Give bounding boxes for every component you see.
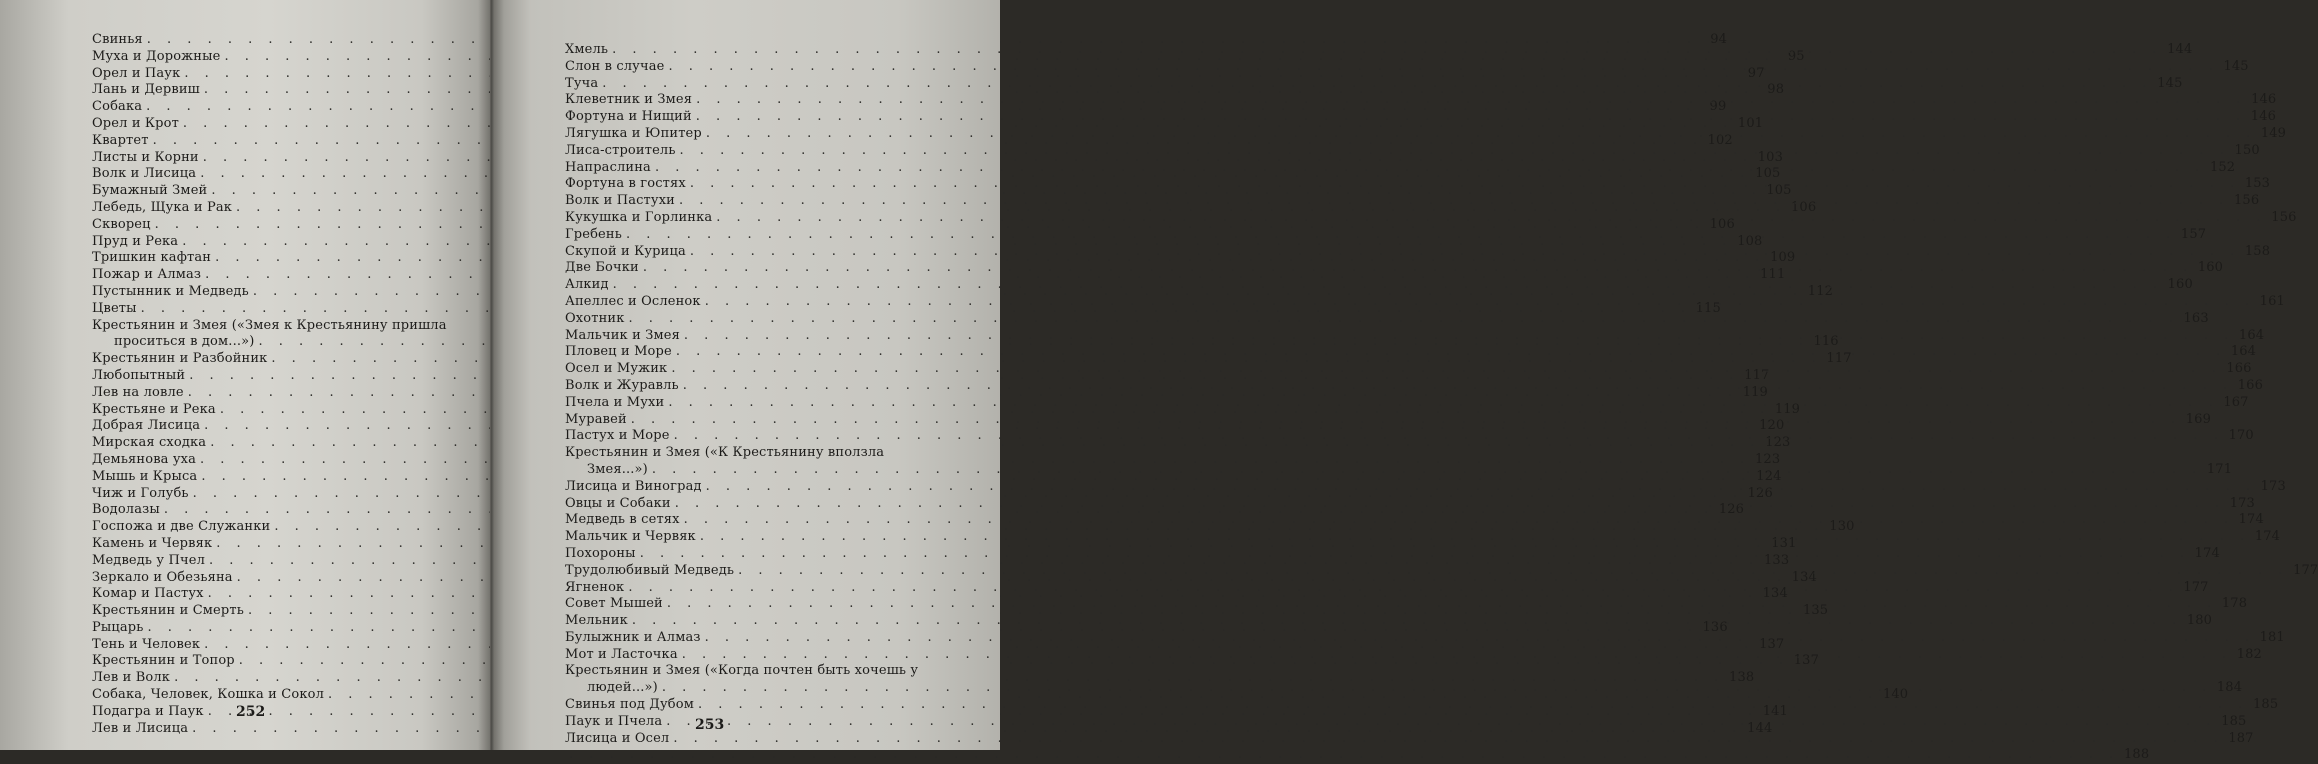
entry-title: Орел и Крот [92,115,179,131]
entry-page-number: 167 [2223,394,2249,410]
entry-page-number: 131 [1771,535,1797,551]
dot-leader [679,193,2229,210]
entry-title: Скворец [92,216,151,232]
dot-leader [680,143,2230,160]
dot-leader [569,747,2119,764]
entry-title: Туча [565,75,599,91]
entry-title: Крестьяне и Река [92,401,216,417]
entry-page-number: 145 [2157,75,2183,91]
entry-page-number: 135 [1802,603,1829,619]
entry-page-number: 116 [1813,334,1839,350]
entry-title: Бумажный Змей [92,183,208,199]
entry-page-number: 160 [2167,277,2193,293]
entry-page-number: 169 [2185,411,2212,427]
entry-title-continuation: Змея...») [587,461,648,477]
dot-leader [675,496,2225,513]
entry-title: Крестьянин и Змея («Змея к Крестьянину пришла [92,317,447,333]
entry-title: Лягушка и Юпитер [565,125,702,141]
book-gutter [478,0,504,750]
entry-title: Госпожа и две Служанки [92,519,271,535]
entry-title: Трудолюбивый Медведь [565,562,735,578]
entry-title: Свинья под Дубом [565,697,695,713]
dot-leader [676,344,2226,361]
entry-page-number: 138 [1729,670,1755,686]
dot-leader [626,227,2176,244]
dot-leader [698,697,2248,714]
entry-page-number: 141 [1762,703,1788,719]
entry-title: Пустынник и Медведь [92,283,249,299]
entry-page-number: 115 [1695,300,1721,316]
entry-page-number: 105 [1755,166,1781,182]
entry-title: Собака [92,99,143,115]
entry-page-number: 149 [2260,125,2287,141]
entry-page-number: 173 [2260,478,2286,494]
entry-title: Крестьянин и Змея («К Крестьянину вползла [565,445,885,461]
entry-page-number: 119 [1774,401,1801,417]
entry-title: Лиса-строитель [565,142,676,158]
dot-leader [700,529,2250,546]
right-page-number: 253 [695,717,725,733]
entry-title: Волк и Пастухи [565,193,675,209]
entry-title: Лань и Дервиш [92,82,200,98]
dot-leader [696,109,2246,126]
entry-page-number: 126 [1747,485,1773,501]
entry-title: Алкид [565,277,609,293]
entry-page-number: 185 [2253,697,2279,713]
entry-title-continuation: людей...») [587,680,658,696]
entry-page-number: 98 [1767,82,1785,98]
entry-title: Пловец и Море [565,344,672,360]
entry-title: Крестьянин и Разбойник [92,351,268,367]
entry-page-number: 101 [1737,115,1764,131]
entry-page-number: 170 [2228,428,2254,444]
dot-leader [716,210,2266,227]
dot-leader [706,479,2256,496]
entry-page-number: 136 [1702,619,1728,635]
dot-leader [629,311,2179,328]
entry-title: Фортуна в гостях [565,176,686,192]
entry-page-number: 95 [1787,48,1805,64]
entry-page-number: 152 [2209,159,2236,175]
entry-page-number: 117 [1826,351,1852,367]
entry-title: Овцы и Собаки [565,495,671,511]
dot-leader [684,512,2234,529]
entry-page-number: 187 [2228,730,2254,746]
entry-page-number: 108 [1737,233,1763,249]
entry-page-number: 156 [2233,193,2260,209]
entry-page-number: 94 [1710,32,1728,47]
entry-title: Крестьянин и Топор [92,653,235,669]
entry-page-number: 182 [2236,646,2262,662]
entry-page-number: 171 [2206,461,2233,477]
entry-title: Муха и Дорожные [92,48,221,64]
entry-page-number: 166 [2237,377,2264,393]
entry-title: Пастух и Море [565,428,670,444]
entry-title: Клеветник и Змея [565,92,693,108]
dot-leader [683,378,2233,395]
entry-title: Напраслина [565,159,651,175]
entry-title: Добрая Лисица [92,418,201,434]
dot-leader [666,714,2216,731]
entry-title: Лисица и Осел [565,730,670,746]
entry-title: Мельник [565,613,628,629]
entry-title: Подагра и Паук [92,703,204,719]
entry-title: Цветы [92,300,137,316]
toc-entry [565,747,2150,764]
dot-leader [613,277,2163,294]
entry-page-number: 102 [1707,132,1733,148]
dot-leader [674,428,2224,445]
entry-page-number: 137 [1793,653,1820,669]
entry-title: Лебедь, Щука и Рак [92,199,233,215]
entry-title: Муравей [565,411,627,427]
dot-leader [696,92,2246,109]
dot-leader [602,76,2152,93]
entry-page-number: 157 [2180,226,2207,242]
entry-page-number: 177 [2293,562,2318,578]
entry-page-number: 105 [1766,183,1792,199]
dot-leader [662,680,2212,697]
entry-title: Ягненок [565,579,625,595]
entry-page-number: 99 [1709,99,1727,115]
entry-title: Апеллес и Осленок [565,293,701,309]
dot-leader [682,647,2232,664]
entry-title: Паук и Пчела [565,713,663,729]
entry-page-number: 150 [2234,142,2260,158]
entry-title: Собака, Человек, Кошка и Сокол [92,687,324,703]
dot-leader [706,126,2256,143]
dot-leader [668,395,2218,412]
entry-page-number: 173 [2229,495,2255,511]
dot-leader [705,630,2255,647]
entry-title: Скупой и Курица [565,243,686,259]
entry-page-number: 177 [2183,579,2209,595]
entry-page-number: 109 [1770,250,1796,266]
toc-entry [565,730,2254,748]
entry-title: Медведь в сетях [565,512,680,528]
entry-title: Лев и Лисица [92,720,189,736]
entry-title: Хмель [565,42,609,57]
entry-title: Медведь у Пчел [92,552,205,568]
entry-title: Лев и Волк [92,670,171,686]
entry-page-number: 134 [1791,569,1817,585]
entry-title: Волк и Лисица [92,166,197,182]
entry-title: Мышь и Крыса [92,468,198,484]
entry-title: Тришкин кафтан [92,250,212,266]
entry-page-number: 164 [2230,344,2257,360]
entry-title: Зеркало и Обезьяна [92,569,233,585]
entry-page-number: 97 [1747,65,1765,81]
entry-title: Комар и Пастух [92,586,204,602]
entry-title: Крестьянин и Смерть [92,603,244,619]
entry-page-number: 174 [2254,529,2281,545]
entry-title: Чиж и Голубь [92,485,189,501]
dot-leader [632,613,2182,630]
entry-title: Свинья [92,32,143,47]
entry-title: Совет Мышей [565,596,663,612]
entry-title: Крестьянин и Змея («Когда почтен быть хочешь у [565,663,919,679]
entry-title: Мот и Ласточка [565,646,678,662]
entry-page-number: 146 [2251,92,2277,108]
entry-title: Волк и Журавль [565,377,679,393]
dot-leader [690,176,2240,193]
entry-title: Фортуна и Нищий [565,109,692,125]
entry-title: Листы и Корни [92,149,199,165]
entry-page-number: 145 [2223,58,2249,74]
entry-title: Гребень [565,226,622,242]
entry-page-number: 134 [1762,586,1788,602]
entry-title: Лисица и Виноград [565,478,702,494]
entry-page-number: 174 [2194,545,2220,561]
entry-title: Пожар и Алмаз [92,267,202,283]
dot-leader [668,59,2218,76]
entry-title: Орел и Паук [92,65,181,81]
entry-page-number: 117 [1744,367,1770,383]
dot-leader [684,328,2234,345]
entry-page-number: 119 [1742,384,1768,400]
entry-page-number: 133 [1763,552,1790,568]
entry-page-number: 166 [2226,361,2252,377]
entry-title: Осел и Мужик [565,361,668,377]
entry-page-number: 174 [2238,512,2264,528]
entry-page-number: 112 [1807,283,1834,299]
dot-leader [652,462,2202,479]
entry-page-number: 158 [2244,243,2271,259]
entry-page-number: 161 [2259,293,2285,309]
entry-page-number: 156 [2271,209,2297,225]
entry-title: Тень и Человек [92,636,201,652]
entry-title: Булыжник и Алмаз [565,629,701,645]
entry-page-number: 137 [1759,636,1785,652]
entry-page-number: 153 [2244,176,2271,192]
entry-title: Пруд и Река [92,233,179,249]
entry-page-number: 144 [1747,720,1773,736]
entry-title: Любопытный [92,367,186,383]
entry-title: Камень и Червяк [92,535,213,551]
entry-page-number: 120 [1759,418,1785,434]
dot-leader [628,580,2178,597]
dot-leader [667,596,2217,613]
dot-leader [655,160,2205,177]
entry-page-number: 160 [2197,260,2224,276]
dot-leader [690,244,2240,261]
entry-title: Демьянова уха [92,451,197,467]
left-page-number: 252 [236,704,266,720]
entry-page-number: 146 [2250,109,2277,125]
dot-leader [738,563,2288,580]
dot-leader [631,412,2181,429]
entry-page-number: 126 [1718,502,1745,518]
entry-title: Мирская сходка [92,435,207,451]
dot-leader [643,260,2193,277]
entry-page-number: 123 [1765,435,1791,451]
entry-page-number: 103 [1757,149,1783,165]
entry-title: Водолазы [92,502,160,518]
dot-leader [673,731,2223,748]
entry-title: Квартет [92,132,149,148]
entry-page-number: 185 [2221,713,2247,729]
dot-leader [640,546,2190,563]
entry-page-number: 123 [1755,451,1781,467]
dot-leader [671,361,2221,378]
dot-leader [705,294,2255,311]
entry-title: Охотник [565,310,625,326]
entry-page-number: 111 [1760,267,1786,283]
toc-entry [92,32,1728,49]
entry-page-number: 163 [2183,310,2209,326]
entry-title: Пчела и Мухи [565,394,665,410]
entry-title: Две Бочки [565,260,639,276]
entry-title: Лев на ловле [92,384,184,400]
entry-page-number: 140 [1882,687,1909,703]
entry-title: Мальчик и Змея [565,327,680,343]
entry-page-number: 164 [2238,327,2265,343]
entry-title-continuation: проситься в дом...») [114,334,255,350]
entry-title: Рыцарь [92,619,144,635]
entry-title: Похороны [565,545,636,561]
entry-page-number: 180 [2186,613,2213,629]
entry-page-number: 124 [1756,468,1782,484]
entry-page-number: 130 [1829,519,1855,535]
entry-page-number: 178 [2221,596,2248,612]
entry-page-number: 144 [2167,42,2193,57]
entry-page-number: 106 [1709,216,1735,232]
entry-page-number: 181 [2259,629,2285,645]
entry-title: Слон в случае [565,58,665,74]
toc-entry [565,310,2209,328]
entry-title: Кукушка и Горлинка [565,209,713,225]
entry-page-number: 106 [1791,199,1817,215]
dot-leader [612,42,2162,59]
entry-title: Мальчик и Червяк [565,529,696,545]
entry-page-number: 184 [2216,680,2243,696]
entry-page-number: 188 [2123,747,2150,763]
